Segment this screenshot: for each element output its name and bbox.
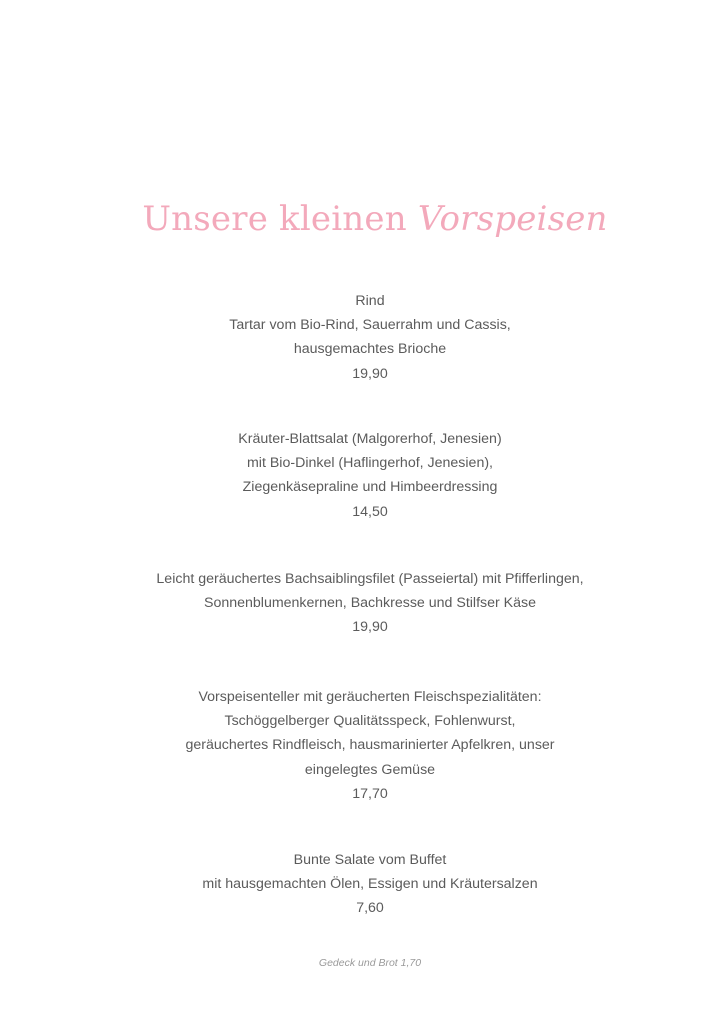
item-price: 19,90 <box>352 619 388 636</box>
item-price: 7,60 <box>356 900 384 917</box>
item-description: Ziegenkäsepraline und Himbeerdressing <box>242 479 498 496</box>
item-price: 14,50 <box>352 503 388 520</box>
item-description: Vorspeisenteller mit geräucherten Fleischspezialitäten: <box>198 689 542 705</box>
title-italic: Vorspeisen <box>417 199 608 239</box>
menu-item-bachsaiblingsfilet <box>0 567 724 640</box>
cover-charge-note: Gedeck und Brot 1,70 <box>318 957 422 969</box>
item-description: geräuchertes Rindfleisch, hausmarinierter Apfelkren, unser <box>185 737 555 754</box>
menu-item-rind <box>0 289 724 386</box>
item-price: 17,70 <box>352 785 388 802</box>
item-description: eingelegtes Gemüse <box>304 761 436 778</box>
title-regular: Unsere kleinen <box>142 199 418 239</box>
item-description: mit hausgemachten Ölen, Essigen und Kräutersalzen <box>202 876 538 893</box>
item-description: mit Bio-Dinkel (Haflingerhof, Jenesien), <box>246 455 494 472</box>
item-description: Kräuter-Blattsalat (Malgorerhof, Jenesien) <box>238 431 502 447</box>
menu-item-kraeuter-blattsalat <box>0 427 724 524</box>
item-name: Rind <box>355 293 385 309</box>
menu-item-bunte-salate <box>0 848 724 921</box>
page-title <box>0 199 724 239</box>
menu-item-vorspeisenteller <box>0 685 724 806</box>
item-description: Tschöggelberger Qualitätsspeck, Fohlenwurst, <box>224 713 516 730</box>
item-name: Bunte Salate vom Buffet <box>293 852 447 868</box>
item-description: Sonnenblumenkernen, Bachkresse und Stilfser Käse <box>203 595 537 612</box>
item-description: Leicht geräuchertes Bachsaiblingsfilet (Passeiertal) mit Pfifferlingen, <box>156 571 584 587</box>
item-description: hausgemachtes Brioche <box>293 341 447 358</box>
item-price: 19,90 <box>352 365 388 382</box>
item-description: Tartar vom Bio-Rind, Sauerrahm und Cassis, <box>229 317 511 334</box>
